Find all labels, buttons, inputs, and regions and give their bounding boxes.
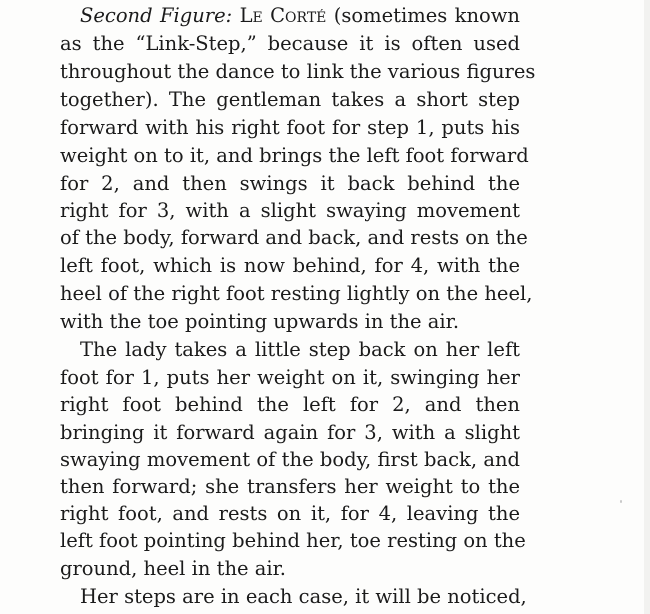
text-line-12: with the toe pointing upwards in the air. bbox=[60, 310, 460, 333]
text-line-22: Her steps are in each case, it will be noticed, bbox=[80, 585, 527, 608]
figure-heading: Second Figure: bbox=[80, 4, 233, 27]
text-line-11: heel of the right foot resting lightly on the heel, bbox=[60, 282, 533, 305]
text-line-16: bringing it forward again for 3, with a slight bbox=[60, 421, 520, 444]
text-line-17: swaying movement of the body, first back, and bbox=[60, 448, 520, 471]
text-line-4: together). The gentleman takes a short step bbox=[60, 88, 520, 111]
text-line-8: right for 3, with a slight swaying movement bbox=[60, 199, 520, 222]
text-line-2: as the “Link-Step,” because it is often used bbox=[60, 32, 520, 55]
text-line-7: for 2, and then swings it back behind the bbox=[60, 172, 520, 195]
text-line-15: right foot behind the left for 2, and then bbox=[60, 393, 520, 416]
text-line-14: foot for 1, puts her weight on it, swinging her bbox=[60, 366, 520, 389]
figure-name: Le Corté bbox=[239, 4, 327, 27]
text-line-21: ground, heel in the air. bbox=[60, 557, 286, 580]
text-line-1 bbox=[80, 2, 520, 30]
text-line-20: left foot pointing behind her, toe resting on the bbox=[60, 529, 526, 552]
page-edge-shadow bbox=[644, 0, 650, 614]
text-line-19: right foot, and rests on it, for 4, leaving the bbox=[60, 502, 520, 525]
text-line-5: forward with his right foot for step 1, puts his bbox=[60, 116, 520, 139]
text-line-9: of the body, forward and back, and rests on the bbox=[60, 226, 528, 249]
paper-speck bbox=[620, 500, 622, 503]
text-line-10: left foot, which is now behind, for 4, with the bbox=[60, 254, 520, 277]
text-line-18: then forward; she transfers her weight to the bbox=[60, 475, 520, 498]
text-line-1-rest: (sometimes known bbox=[326, 4, 520, 27]
text-line-3: throughout the dance to link the various figures bbox=[60, 60, 536, 83]
text-line-6: weight on to it, and brings the left foot forward bbox=[60, 144, 529, 167]
text-line-13: The lady takes a little step back on her left bbox=[80, 338, 520, 361]
